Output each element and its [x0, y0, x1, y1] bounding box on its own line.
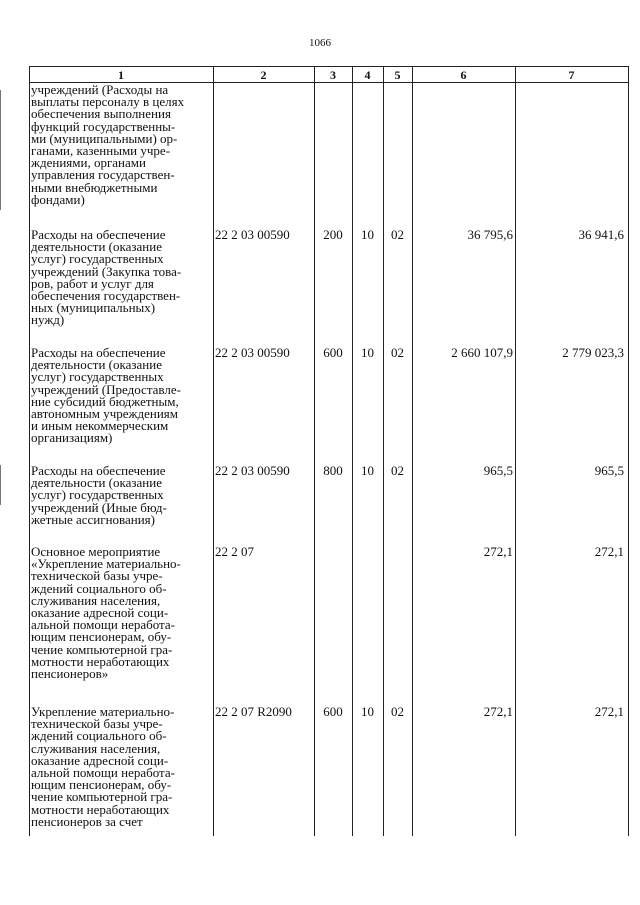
- header-col-3: 3: [330, 68, 336, 82]
- header-col-2: 2: [260, 68, 267, 82]
- row-col3: 600: [323, 704, 343, 719]
- header-col-6: 6: [460, 68, 467, 82]
- header-col-5: 5: [394, 68, 401, 82]
- row-col5: 02: [391, 227, 404, 242]
- row-col6: 965,5: [483, 463, 513, 478]
- row-col6: 272,1: [483, 704, 513, 719]
- row-col7: 2 779 023,3: [562, 345, 624, 360]
- col-border: [213, 66, 214, 836]
- row-col7: 272,1: [594, 544, 624, 559]
- row-description: Расходы на обеспечение деятельности (оказание услуг) государственных учреждений (Предоставле- ние субсидий бюджетным, автономным учреждениям и иным некоммерческим организациям): [31, 345, 181, 446]
- row-description: учреждений (Расходы на выплаты персоналу в целях обеспечения выполнения функций государственны- ми (муниципальными) ор- ганами, казенными учре- ждениями, органами управления государствен- ными внебюджетными фондами): [31, 82, 185, 207]
- col-border: [412, 66, 413, 836]
- row-col6: 2 660 107,9: [451, 345, 513, 360]
- table-top-border: [29, 66, 629, 67]
- col-border: [383, 66, 384, 836]
- page-number: 1066: [309, 37, 331, 49]
- row-col4: 10: [361, 345, 374, 360]
- row-code: 22 2 03 00590: [215, 463, 290, 478]
- row-col3: 600: [323, 345, 343, 360]
- row-col5: 02: [391, 704, 404, 719]
- row-code: 22 2 07: [215, 544, 254, 559]
- header-col-1: 1: [118, 68, 124, 82]
- scan-margin-mark: [0, 90, 2, 210]
- col-border: [352, 66, 353, 836]
- row-col3: 200: [323, 227, 343, 242]
- row-description: Основное мероприятие «Укрепление материально- технической базы учре- ждений социального об- служивания населения, оказание адресной соци- альной помощи неработа- ющим пенсионерам, обу- чение компьютерной гра- мотности неработающих пенсионеров»: [31, 544, 181, 682]
- row-col7: 36 941,6: [578, 227, 624, 242]
- row-code: 22 2 07 R2090: [215, 704, 292, 719]
- col-border: [628, 66, 629, 836]
- row-col5: 02: [391, 463, 404, 478]
- row-code: 22 2 03 00590: [215, 345, 290, 360]
- row-col4: 10: [361, 463, 374, 478]
- row-col4: 10: [361, 227, 374, 242]
- col-border: [314, 66, 315, 836]
- header-col-4: 4: [364, 68, 371, 82]
- row-col4: 10: [361, 704, 374, 719]
- row-description: Расходы на обеспечение деятельности (оказание услуг) государственных учреждений (Закупка това- ров, работ и услуг для обеспечения государствен- ных (муниципальных) нужд): [31, 227, 182, 328]
- row-col6: 272,1: [483, 544, 513, 559]
- col-border: [29, 66, 30, 836]
- row-col7: 272,1: [594, 704, 624, 719]
- row-col5: 02: [391, 345, 404, 360]
- row-col6: 36 795,6: [467, 227, 513, 242]
- row-col3: 800: [323, 463, 343, 478]
- row-code: 22 2 03 00590: [215, 227, 290, 242]
- row-col7: 965,5: [594, 463, 624, 478]
- row-description: Расходы на обеспечение деятельности (оказание услуг) государственных учреждений (Иные бюд- жетные ассигнования): [31, 463, 167, 527]
- header-col-7: 7: [568, 68, 575, 82]
- scan-margin-mark: [0, 465, 2, 505]
- row-description: Укрепление материально- технической базы учре- ждений социального об- служивания населения, оказание адресной соци- альной помощи неработа- ющим пенсионерам, обу- чение компьютерной гра- мотности неработающих пенсионеров за счет: [31, 704, 175, 829]
- col-border: [515, 66, 516, 836]
